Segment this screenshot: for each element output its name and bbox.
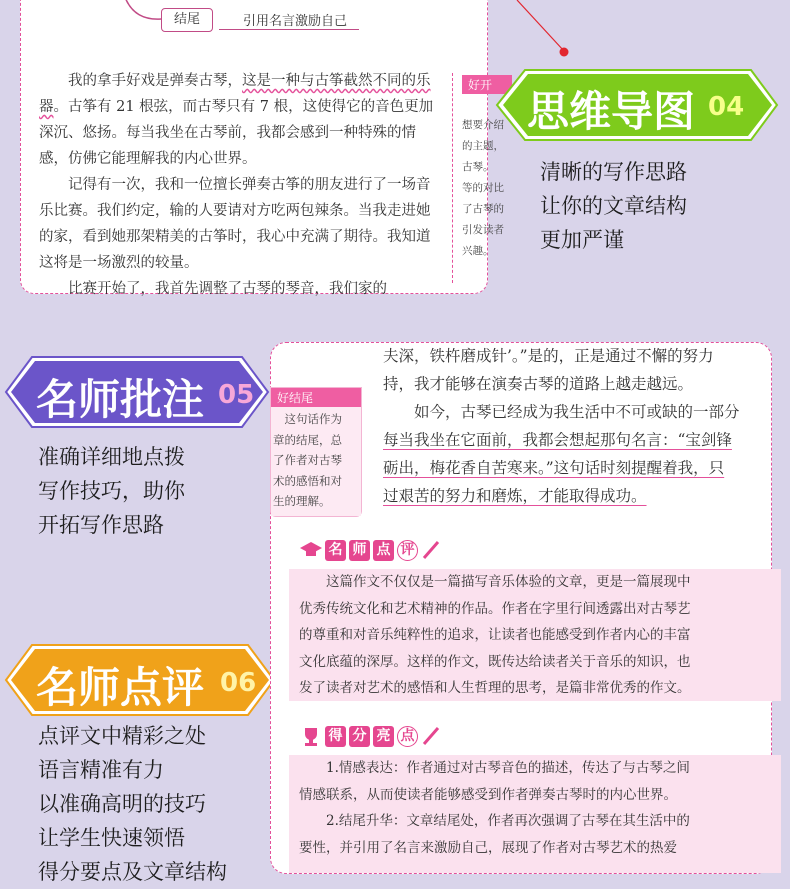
banner-04-description: 清晰的写作思路 让你的文章结构 更加严谨 [540, 160, 687, 252]
essay-line: 砺出，梅花香自苦寒来。”这句话时刻提醒着我，只 [383, 459, 725, 477]
graduation-cap-icon [299, 540, 323, 560]
note-body: 这句话作为 章的结尾，总 了作者对古琴 术的感悟和对 生的理解。 [271, 407, 361, 516]
essay-paragraph: 记得有一次，我和一位擅长弹奏古筝的朋友进行了一场音乐比赛。我们约定，输的人要请对方吃两包辣条。当我走进她的家，看到她那架精美的古筝时，我心中充满了期待。我知道这将是一场激烈的较量。 [39, 177, 431, 271]
banner-05-number: 05 [218, 380, 255, 410]
pencil-icon [421, 539, 441, 561]
mindmap-node: 结尾 [161, 8, 213, 32]
review-heading: 名 师 点 评 [299, 539, 441, 561]
banner-04-title: 思维导图 [527, 87, 696, 136]
note-title: 好结尾 [271, 388, 361, 407]
essay-card-top [20, 0, 504, 297]
banner-04-number: 04 [708, 92, 745, 122]
mindmap-branch-text: 引用名言激励自己 [243, 14, 348, 29]
essay-line: 持，我才能够在演奏古琴的道路上越走越远。 [383, 375, 694, 393]
banner-06-description: 点评文中精彩之处 语言精准有力 以准确高明的技巧 让学生快速领悟 得分要点及文章结构 [38, 724, 227, 884]
essay-line: 如今，古琴已经成为我生活中不可或缺的一部分 [414, 403, 740, 421]
essay-line: 每当我坐在它面前，我都会想起那句名言：“宝剑锋 [383, 431, 732, 449]
banner-05-title: 名师批注 [36, 375, 205, 424]
essay-line: 夫深，铁杵磨成针’。”是的，正是通过不懈的努力 [383, 347, 714, 365]
margin-note-bottom [270, 387, 362, 517]
review-panel: 这篇作文不仅仅是一篇描写音乐体验的文章，更是一篇展现中 优秀传统文化和艺术精神的作品。作者在字里行间透露出对古琴艺 的尊重和对音乐纯粹性的追求，让读者也能感受到作者内心的丰富 文化底蕴的深厚。这样的作文，既传达给读者关于音乐的知识，也 发了读者对艺术的感悟和人生哲理的思考，是篇非常优秀的作文。 [289, 569, 781, 701]
highlights-panel: 1.情感表达：作者通过对古琴音色的描述，传达了与古琴之间 情感联系，从而使读者能够感受到作者弹奏古琴时的内心世界。 2.结尾升华：文章结尾处，作者再次强调了古琴在其生活中的 要性，并引用了名言来激励自己，展现了作者对古琴艺术的热爱 [289, 755, 781, 873]
callout-pointer [515, 0, 575, 60]
banner-05-description: 准确详细地点拨 写作技巧，助你 开拓写作思路 [38, 445, 185, 537]
essay-text-top [39, 68, 443, 302]
essay-paragraph: 我的拿手好戏是弹奏古琴，这是一种与古筝截然不同的乐器。古筝有 21 根弦，而古琴只有 7 根，这使得它的音色更加深沉、悠扬。每当我坐在古琴前，我都会感到一种特殊的情感，仿佛它能理解我的内心世界。 [39, 73, 434, 167]
note-body: 想要介绍 的主题， 古琴。 等的对比 了古琴的 引发读者 兴趣。 [462, 119, 504, 257]
trophy-icon [299, 725, 323, 747]
mindmap-branch-line [219, 29, 359, 30]
banner-06-number: 06 [220, 668, 257, 698]
note-title: 好开 [462, 75, 512, 94]
essay-line: 过艰苦的努力和磨炼，才能取得成功。 [383, 487, 647, 505]
margin-divider [452, 73, 453, 283]
essay-paragraph: 比赛开始了，我首先调整了古琴的琴音，我们家的 [68, 281, 387, 297]
banner-06-title: 名师点评 [36, 663, 205, 712]
essay-text-bottom [383, 342, 783, 510]
highlights-heading: 得 分 亮 点 [299, 725, 441, 747]
pencil-icon [421, 725, 441, 747]
